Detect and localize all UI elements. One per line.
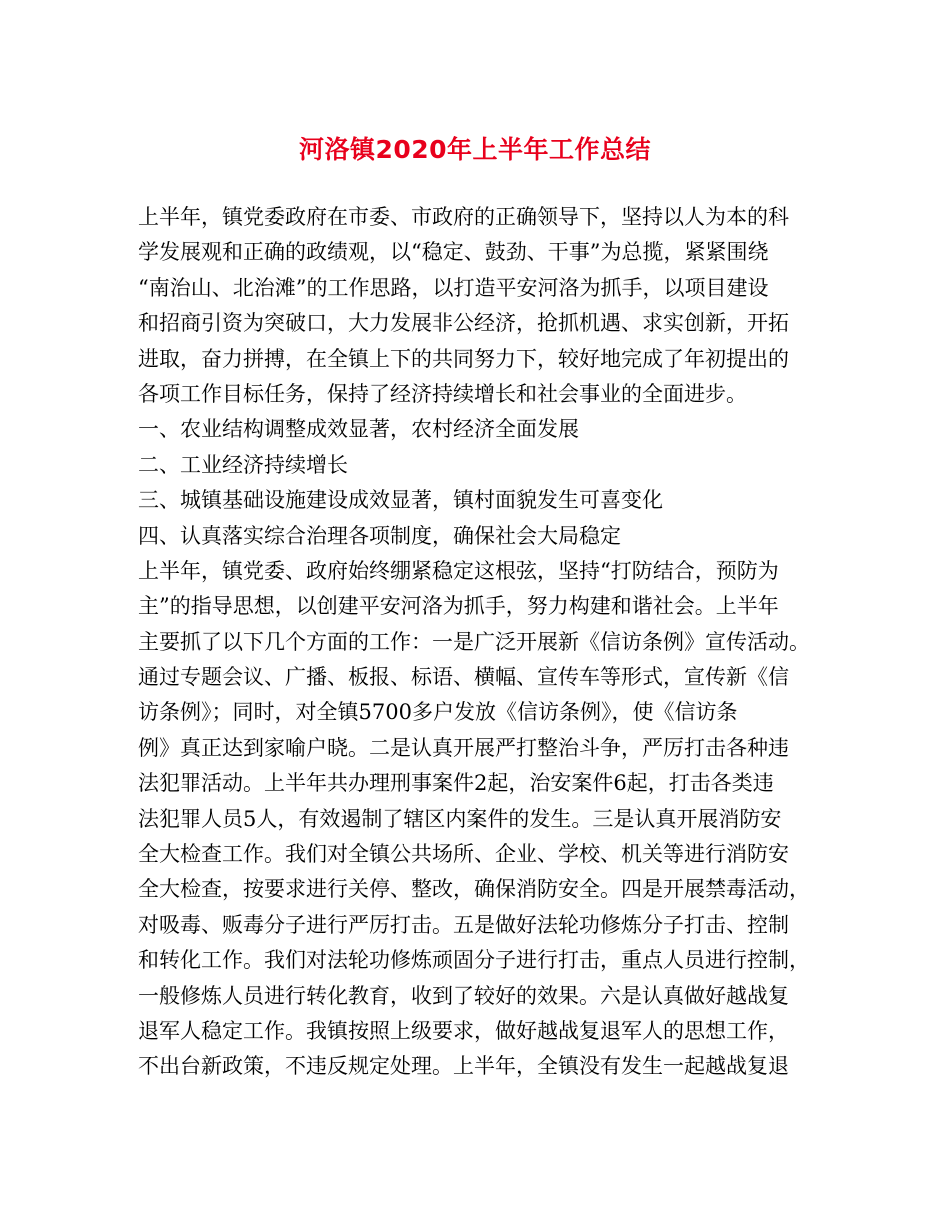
body-line: 通过专题会议、广播、板报、标语、横幅、宣传车等形式，宣传新《信	[138, 665, 789, 690]
body-line: 进取，奋力拼搏，在全镇上下的共同努力下，较好地完成了年初提出的	[138, 346, 789, 371]
body-line: 主”的指导思想，以创建平安河洛为抓手，努力构建和谐社会。上半年	[138, 594, 779, 619]
body-line: 三、城镇基础设施建设成效显著，镇村面貌发生可喜变化	[138, 488, 663, 513]
body-line: “南治山、北治滩”的工作思路，以打造平安河洛为抓手，以项目建设	[138, 275, 769, 300]
body-line: 各项工作目标任务，保持了经济持续增长和社会事业的全面进步。	[138, 381, 747, 406]
body-line: 对吸毒、贩毒分子进行严厉打击。五是做好法轮功修炼分子打击、控制	[138, 912, 789, 937]
body-line: 和招商引资为突破口，大力发展非公经济，抢抓机遇、求实创新，开拓	[138, 311, 789, 336]
body-line: 法犯罪活动。上半年共办理刑事案件2起，治安案件6起，打击各类违	[138, 771, 774, 796]
body-line: 学发展观和正确的政绩观，以“稳定、鼓劲、干事”为总揽，紧紧围绕	[138, 240, 769, 265]
body-line: 不出台新政策，不违反规定处理。上半年，全镇没有发生一起越战复退	[138, 1054, 789, 1079]
document-body	[138, 200, 828, 1085]
body-line: 一、农业结构调整成效显著，农村经济全面发展	[138, 417, 579, 442]
body-line: 全大检查工作。我们对全镇公共场所、企业、学校、机关等进行消防安	[138, 842, 789, 867]
document-title: 河洛镇2020年上半年工作总结	[298, 135, 652, 164]
body-line: 上半年，镇党委、政府始终绷紧稳定这根弦，坚持“打防结合，预防为	[138, 558, 779, 583]
body-line: 和转化工作。我们对法轮功修炼顽固分子进行打击，重点人员进行控制，	[138, 948, 810, 973]
body-line: 访条例》；同时，对全镇5700多户发放《信访条例》，使《信访条	[138, 700, 738, 725]
body-line: 法犯罪人员5人，有效遏制了辖区内案件的发生。三是认真开展消防安	[138, 806, 782, 831]
body-line: 退军人稳定工作。我镇按照上级要求，做好越战复退军人的思想工作，	[138, 1018, 789, 1043]
body-line: 上半年，镇党委政府在市委、市政府的正确领导下，坚持以人为本的科	[138, 205, 789, 229]
body-line: 二、工业经济持续增长	[138, 452, 348, 477]
body-line: 一般修炼人员进行转化教育，收到了较好的效果。六是认真做好越战复	[138, 983, 789, 1008]
body-line: 全大检查，按要求进行关停、整改，确保消防安全。四是开展禁毒活动，	[138, 877, 810, 902]
body-line: 主要抓了以下几个方面的工作：一是广泛开展新《信访条例》宣传活动。	[138, 629, 810, 654]
body-line: 四、认真落实综合治理各项制度，确保社会大局稳定	[138, 523, 621, 548]
body-line: 例》真正达到家喻户晓。二是认真开展严打整治斗争，严厉打击各种违	[138, 735, 789, 760]
